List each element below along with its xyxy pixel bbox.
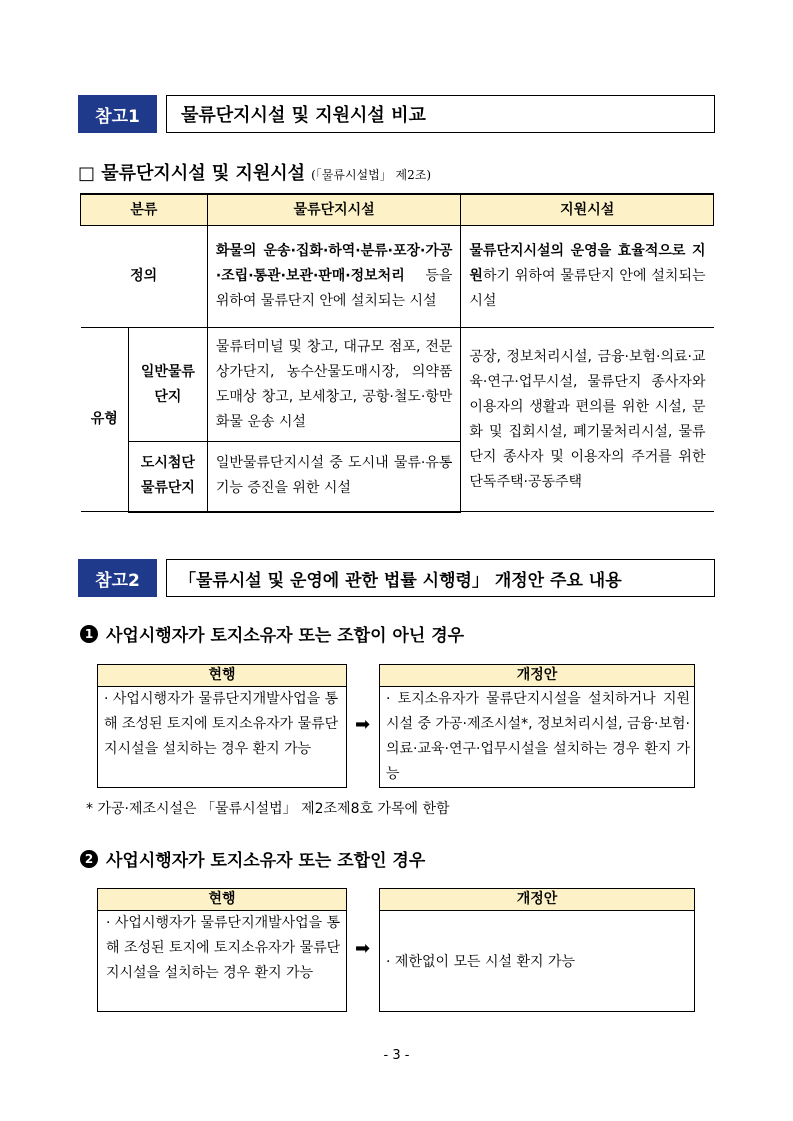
ref2-tag: 참고2 [78, 559, 157, 597]
general-label: 일반물류단지 [128, 328, 207, 442]
case2-number: 2 [80, 850, 98, 868]
case1-proposed-label: 개정안 [380, 665, 694, 687]
case1-proposed-box [379, 664, 695, 788]
urban-facility: 일반물류단지시설 중 도시내 물류·유통기능 증진을 위한 시설 [207, 442, 461, 512]
case2-current-label: 현행 [98, 889, 346, 911]
case1-current-label: 현행 [98, 665, 346, 687]
definition-label: 정의 [81, 226, 208, 328]
case2-proposed-label: 개정안 [380, 889, 694, 911]
case1-current-text: · 사업시행자가 물류단지개발사업을 통해 조성된 토지에 토지소유자가 물류단지시설을 설치하는 경우 환지 가능 [104, 691, 339, 757]
page-number: - 3 - [383, 1048, 410, 1063]
definition-support-bold: 물류단지시설의 운영을 효율적으로 지원 [469, 243, 706, 284]
case2-proposed-text: · 제한없이 모든 시설 환지 가능 [386, 954, 575, 970]
comparison-table [80, 193, 714, 513]
case2-arrow-icon: ➡ [355, 938, 371, 959]
case2-current-text: · 사업시행자가 물류단지개발사업을 통해 조성된 토지에 토지소유자가 물류단지시설을 설치하는 경우 환지 가능 [106, 915, 341, 981]
ref1-subheading [78, 159, 431, 185]
ref1-header [78, 95, 715, 133]
definition-support-rest: 하기 위하여 물류단지 안에 설치되는 시설 [469, 268, 706, 309]
case1-heading-text: 사업시행자가 토지소유자 또는 조합이 아닌 경우 [106, 626, 465, 646]
case1-proposed-text: · 토지소유자가 물류단지시설을 설치하거나 지원시설 중 가공·제조시설*, 정보처리시설, 금융·보험·의료·교육·연구·업무시설을 설치하는 경우 환지 가능 [386, 691, 691, 782]
definition-facility-bold: 화물의 운송·집화·하역·분류·포장·가공·조립·통관·보관·판매·정보처리 [215, 243, 453, 284]
case1-number: 1 [80, 625, 98, 643]
case2-current-box [97, 888, 347, 1012]
case1-current-box [97, 664, 347, 788]
case2-heading [80, 846, 425, 871]
ref2-header [78, 559, 715, 597]
case1-arrow-icon: ➡ [355, 714, 371, 735]
citation: (「물류시설법」 제2조) [311, 168, 432, 182]
definition-facility [207, 226, 461, 328]
case1-heading [80, 621, 464, 646]
ref2-title: 「물류시설 및 운영에 관한 법률 시행령」 개정안 주요 내용 [166, 559, 715, 597]
type-label: 유형 [81, 328, 129, 512]
header-support: 지원시설 [461, 194, 714, 226]
general-facility: 물류터미널 및 창고, 대규모 점포, 전문상가단지, 농수산물도매시장, 의약품 도매상 창고, 보세창고, 공항·철도·항만 화물 운송 시설 [207, 328, 461, 442]
subheading-text: □ 물류단지시설 및 지원시설 [78, 163, 306, 184]
definition-support [461, 226, 714, 328]
ref1-tag: 참고1 [78, 95, 157, 133]
support-types: 공장, 정보처리시설, 금융·보험·의료·교육·연구·업무시설, 물류단지 종사자와 이용자의 생활과 편의를 위한 시설, 문화 및 집회시설, 폐기물처리시설, 물류단지 종사자 및 이용자의 주거를 위한 단독주택·공동주택 [461, 328, 714, 512]
definition-facility-rest: 등을 위하여 물류단지 안에 설치되는 시설 [215, 268, 453, 309]
case2-proposed-box [379, 888, 695, 1012]
header-category: 분류 [81, 194, 208, 226]
case2-heading-text: 사업시행자가 토지소유자 또는 조합인 경우 [106, 851, 426, 871]
header-facility: 물류단지시설 [207, 194, 461, 226]
ref1-title: 물류단지시설 및 지원시설 비교 [166, 95, 715, 133]
case1-footnote: * 가공·제조시설은 「물류시설법」 제2조제8호 가목에 한함 [86, 801, 450, 817]
urban-label: 도시첨단물류단지 [128, 442, 207, 512]
